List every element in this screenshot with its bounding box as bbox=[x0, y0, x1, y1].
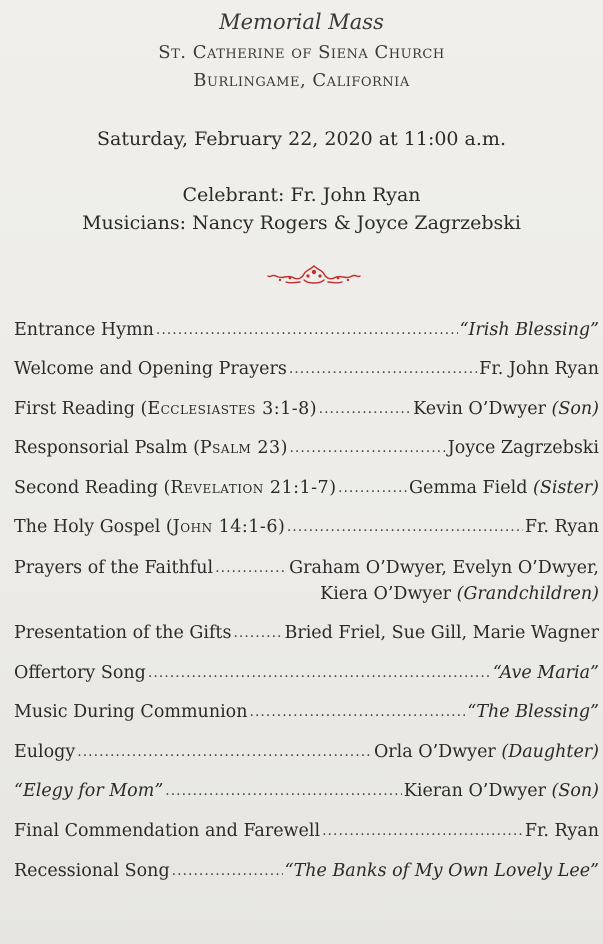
program-row-psalm bbox=[14, 436, 599, 476]
relation-label: (Sister) bbox=[533, 477, 599, 498]
dot-leader bbox=[233, 621, 282, 639]
program-performer: Bried Friel, Sue Gill, Marie Wagner bbox=[284, 623, 599, 644]
program-item: Prayers of the Faithful bbox=[14, 557, 214, 578]
dot-leader bbox=[319, 396, 412, 414]
program-row-gospel bbox=[14, 515, 599, 555]
dot-leader bbox=[289, 436, 445, 454]
dot-leader bbox=[250, 700, 466, 718]
program-row-entrance-hymn bbox=[14, 317, 599, 357]
program-performer: “Ave Maria” bbox=[492, 662, 599, 683]
program-row-prayers bbox=[14, 555, 599, 621]
program-performer: Fr. Ryan bbox=[524, 821, 599, 842]
program-performer: Kevin O’Dwyer (Son) bbox=[413, 398, 599, 419]
program-item: Presentation of the Gifts bbox=[14, 623, 232, 644]
program-row-gifts bbox=[14, 621, 599, 661]
program-item: Entrance Hymn bbox=[14, 319, 154, 340]
musicians-line: Musicians: Nancy Rogers & Joyce Zagrzebski bbox=[82, 212, 521, 234]
scripture-reference: Ecclesiastes 3:1-8 bbox=[147, 398, 310, 419]
program-performer: “Irish Blessing” bbox=[459, 319, 599, 340]
floral-flourish-icon bbox=[266, 262, 362, 286]
relation-label: (Daughter) bbox=[501, 741, 599, 762]
program-performer: Fr. John Ryan bbox=[479, 359, 599, 380]
relation-label: (Son) bbox=[551, 781, 599, 802]
program-performer: “The Blessing” bbox=[467, 702, 599, 723]
program-performer: “The Banks of My Own Lovely Lee” bbox=[284, 860, 599, 881]
dot-leader bbox=[148, 660, 491, 678]
program-item: Eulogy bbox=[14, 741, 76, 762]
mass-date: Saturday, February 22, 2020 at 11:00 a.m. bbox=[96, 128, 506, 150]
church-name: St. Catherine of Siena Church bbox=[158, 42, 445, 63]
program-row-communion bbox=[14, 700, 599, 740]
program-performer: Gemma Field (Sister) bbox=[409, 477, 599, 498]
program-row-elegy bbox=[14, 779, 599, 819]
church-city: Burlingame, California bbox=[193, 70, 410, 91]
celebrant-line: Celebrant: Fr. John Ryan bbox=[182, 184, 421, 206]
program-item: First Reading (Ecclesiastes 3:1-8) bbox=[14, 398, 317, 419]
mass-title: Memorial Mass bbox=[219, 10, 384, 34]
dot-leader bbox=[322, 819, 523, 837]
program-performer: Fr. Ryan bbox=[524, 517, 599, 538]
scripture-reference: Psalm 23 bbox=[199, 438, 281, 459]
program-item: Recessional Song bbox=[14, 860, 170, 881]
program-item: Responsorial Psalm (Psalm 23) bbox=[14, 438, 288, 459]
order-of-service bbox=[14, 317, 599, 898]
program-row-welcome bbox=[14, 357, 599, 397]
program-performer: Joyce Zagrzebski bbox=[447, 438, 599, 459]
program-row-first-reading bbox=[14, 396, 599, 436]
dot-leader bbox=[165, 779, 402, 797]
scripture-reference: Revelation 21:1-7 bbox=[170, 477, 330, 498]
program-row-recessional bbox=[14, 858, 599, 898]
dot-leader bbox=[215, 555, 287, 573]
program-item: Welcome and Opening Prayers bbox=[14, 359, 287, 380]
program-row-second-reading bbox=[14, 475, 599, 515]
relation-label: (Grandchildren) bbox=[456, 583, 599, 604]
scripture-reference: John 14:1-6 bbox=[172, 517, 278, 538]
program-item: Final Commendation and Farewell bbox=[14, 821, 321, 842]
program-performer: Graham O’Dwyer, Evelyn O’Dwyer, Kiera O’Dwyer (Grandchildren) bbox=[289, 557, 599, 604]
program-performer: Kieran O’Dwyer (Son) bbox=[403, 781, 599, 802]
program-item: Offertory Song bbox=[14, 662, 146, 683]
program-item: Second Reading (Revelation 21:1-7) bbox=[14, 477, 337, 498]
dot-leader bbox=[287, 515, 523, 533]
dot-leader bbox=[77, 739, 372, 757]
program-item: The Holy Gospel (John 14:1-6) bbox=[14, 517, 285, 538]
relation-label: (Son) bbox=[551, 398, 599, 419]
dot-leader bbox=[156, 317, 458, 335]
program-row-eulogy bbox=[14, 739, 599, 779]
program-performer: Orla O’Dwyer (Daughter) bbox=[373, 741, 599, 762]
dot-leader bbox=[289, 357, 477, 375]
dot-leader bbox=[172, 858, 283, 876]
program-item: “Elegy for Mom” bbox=[14, 781, 164, 802]
program-row-commendation bbox=[14, 819, 599, 859]
dot-leader bbox=[338, 475, 407, 493]
program-row-offertory bbox=[14, 660, 599, 700]
program-item: Music During Communion bbox=[14, 702, 248, 723]
